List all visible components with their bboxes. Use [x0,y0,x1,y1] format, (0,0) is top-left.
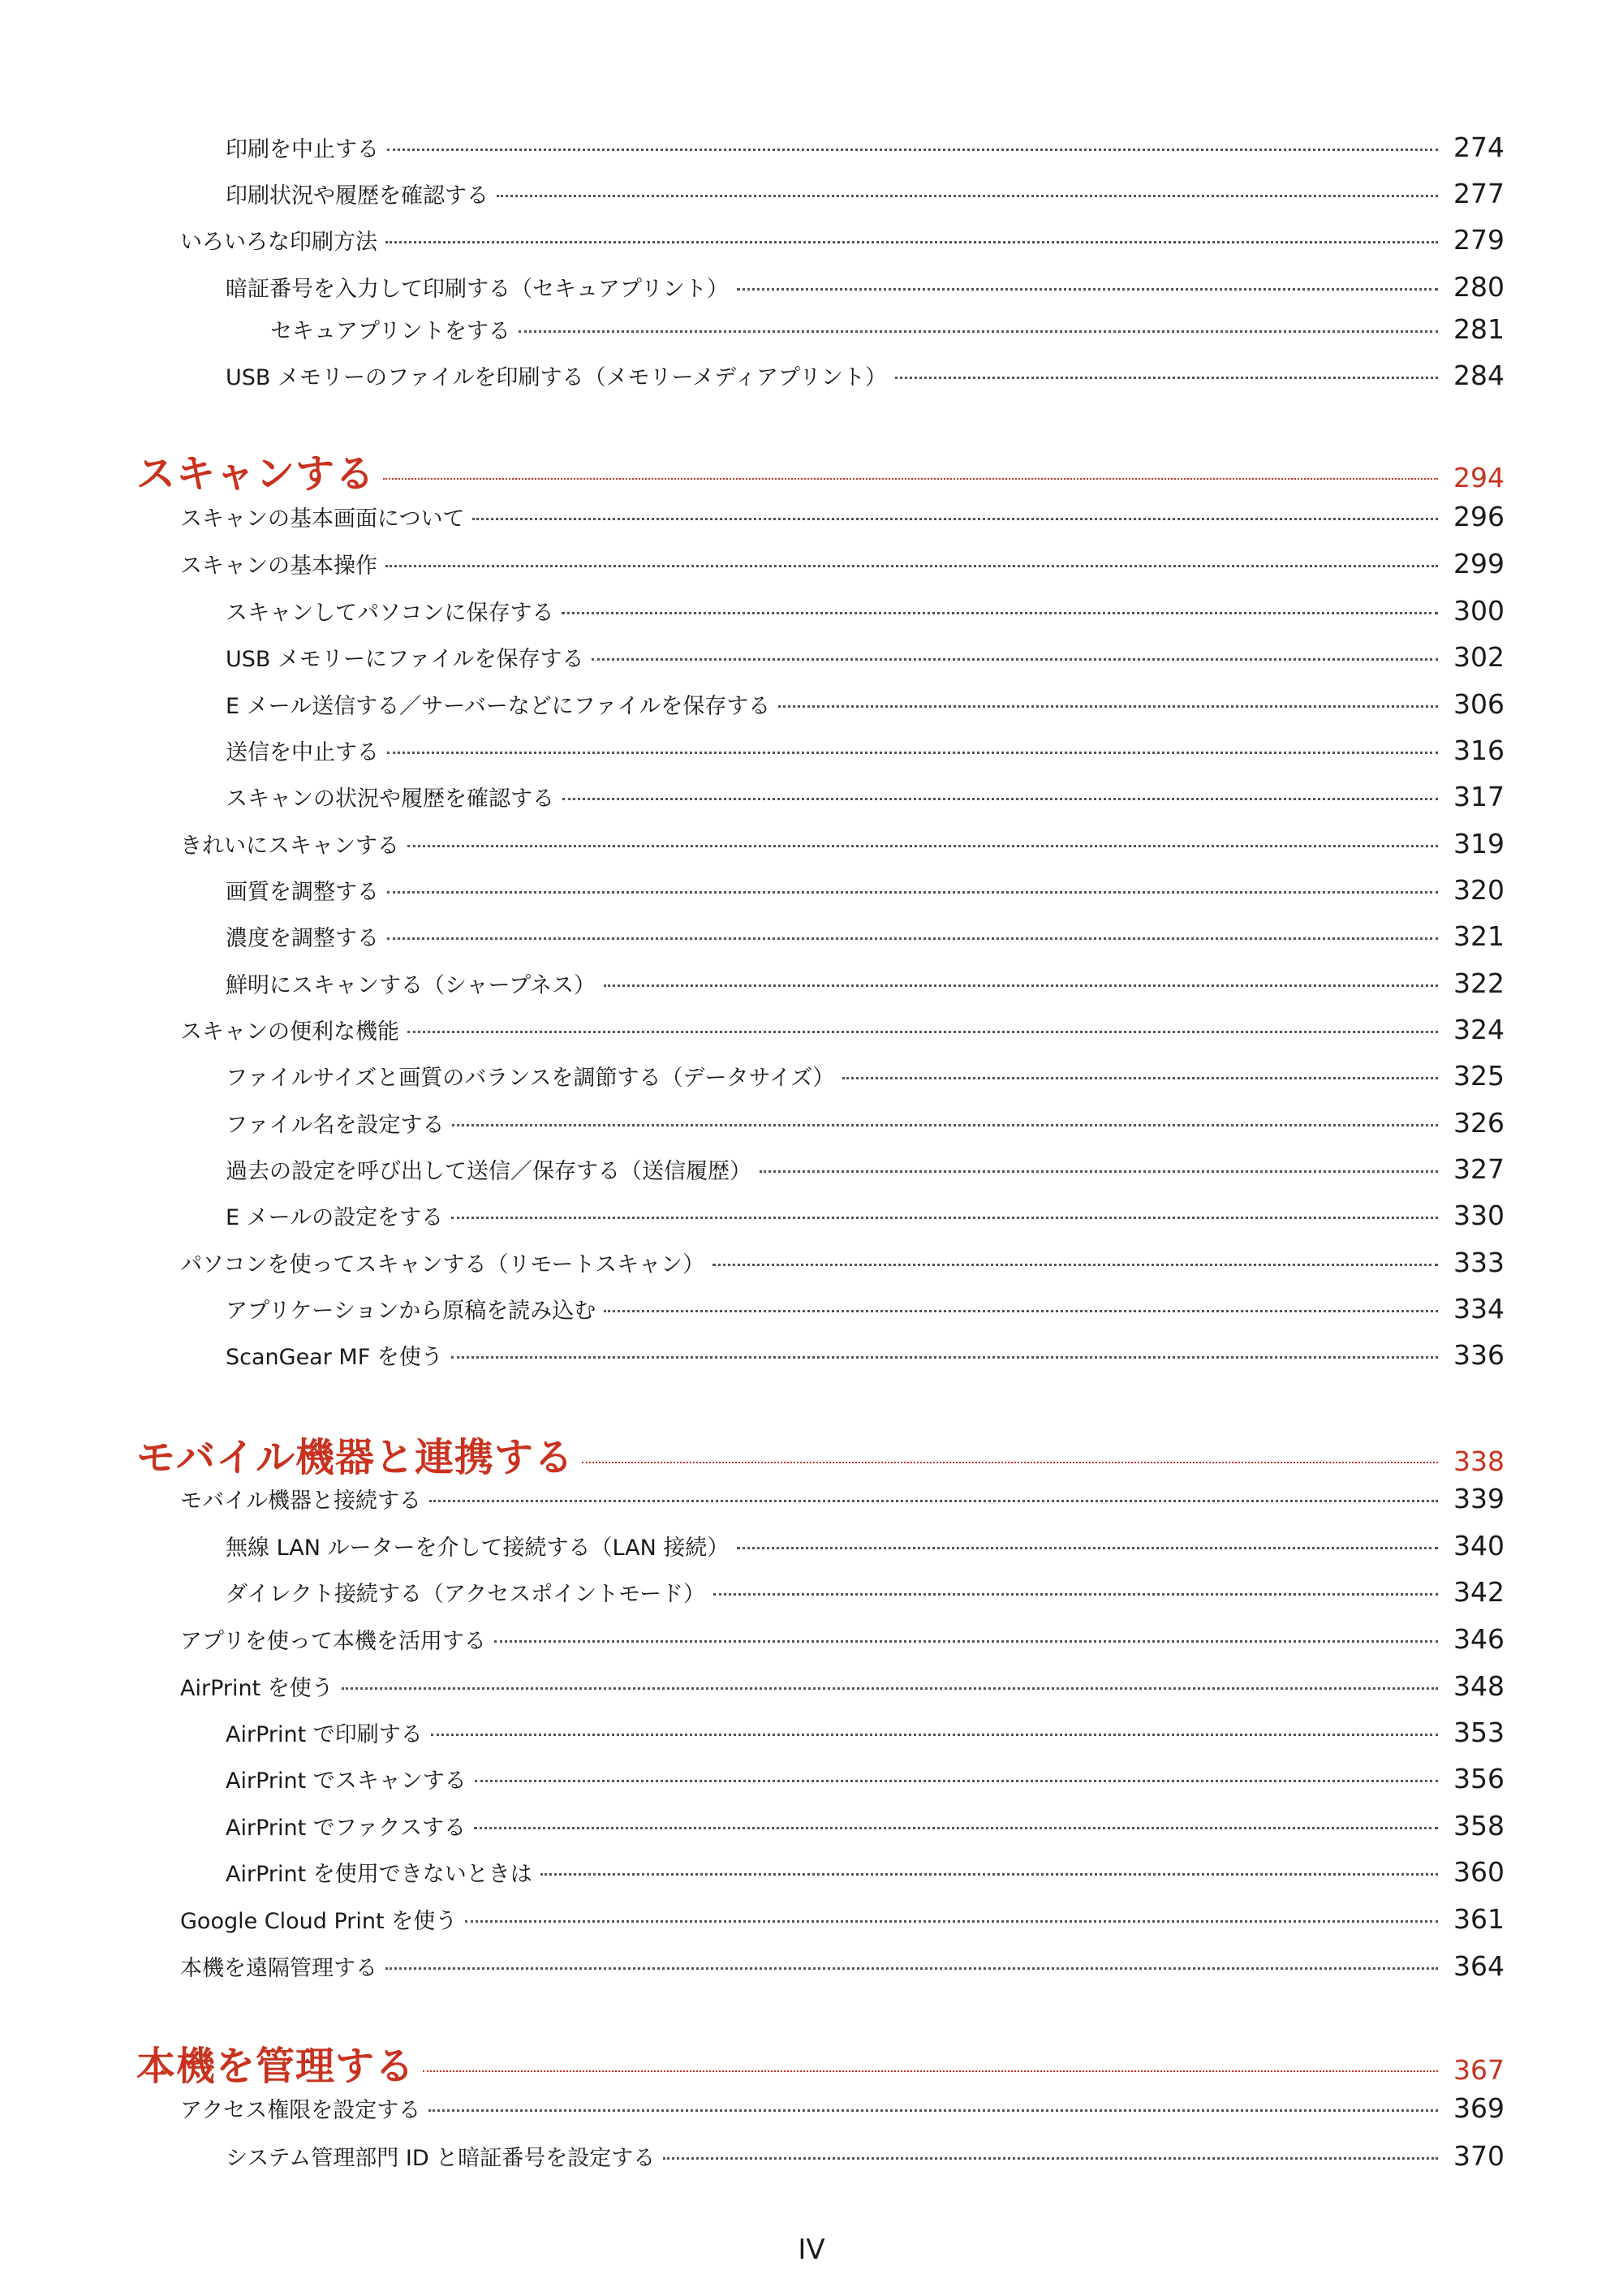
toc-entry[interactable] [0,131,1623,163]
toc-entry-title: USB メモリーのファイルを印刷する（メモリーメディアプリント） [226,365,887,390]
dot-leader [562,798,1438,800]
dot-leader [712,1264,1438,1266]
toc-page-number: 336 [1453,1339,1505,1371]
toc-entry-title: AirPrint を使用できないときは [226,1862,532,1887]
toc-entry-title: スキャンしてパソコンに保存する [226,601,554,626]
toc-entry-title: アプリを使って本機を活用する [180,1629,486,1654]
toc-entry[interactable] [0,1670,1623,1702]
toc-entry-title: アプリケーションから原稿を読み込む [226,1299,596,1324]
toc-page-number: 339 [1453,1483,1505,1514]
toc-entry-title: システム管理部門 ID と暗証番号を設定する [226,2146,656,2171]
toc-entry-title: モバイル機器と接続する [180,1488,421,1514]
toc-entry[interactable] [0,1903,1623,1935]
dot-leader [431,1734,1438,1736]
toc-entry-title: 暗証番号を入力して印刷する（セキュアプリント） [226,277,729,302]
toc-entry-title: 本機を管理する [136,2044,415,2089]
toc-page-number: 360 [1453,1856,1505,1888]
toc-entry-title: AirPrint でファクスする [226,1816,466,1841]
toc-entry-title: 無線 LAN ルーターを介して接続する（LAN 接続） [226,1536,730,1561]
toc-page-number: 361 [1453,1903,1505,1935]
toc-entry[interactable] [0,641,1623,673]
toc-entry-title: 印刷状況や履歴を確認する [226,183,489,209]
toc-entry-title: 送信を中止する [226,740,379,765]
toc-entry-title: 鮮明にスキャンする（シャープネス） [226,973,596,998]
dot-leader [519,330,1438,333]
toc-entry-title: 過去の設定を呼び出して送信／保存する（送信履歴） [226,1159,751,1184]
dot-leader [842,1077,1438,1079]
dot-leader [472,518,1438,520]
toc-entry-title: 本機を遠隔管理する [180,1956,377,1981]
toc-page-number: 284 [1453,360,1505,391]
toc-page-number: 348 [1453,1670,1505,1702]
dot-leader [407,1031,1438,1033]
toc-entry[interactable] [0,1200,1623,1231]
toc-entry-title: ファイルサイズと画質のバランスを調節する（データサイズ） [226,1066,835,1091]
toc-entry-title: Google Cloud Print を使う [180,1909,458,1934]
toc-page-number: 364 [1453,1950,1505,1982]
toc-entry[interactable] [0,688,1623,720]
toc-entry[interactable] [0,360,1623,391]
toc-entry[interactable] [0,1623,1623,1655]
dot-leader [562,612,1438,614]
toc-page-number: 342 [1453,1576,1505,1608]
toc-entry[interactable] [0,595,1623,627]
dot-leader [494,1640,1438,1643]
toc-page-number: 370 [1453,2140,1505,2172]
toc-entry[interactable] [0,2140,1623,2172]
toc-page-number: 324 [1453,1014,1505,1045]
toc-page-number: 306 [1453,688,1505,720]
dot-leader [387,752,1438,754]
toc-page-number: 299 [1453,548,1505,579]
page-number-footer: IV [798,2234,825,2266]
toc-page-number: 330 [1453,1200,1505,1231]
dot-leader [387,149,1438,151]
dot-leader [737,1547,1438,1549]
toc-entry[interactable] [0,1763,1623,1794]
toc-page-number: 281 [1453,313,1505,345]
dot-leader [895,377,1438,379]
toc-entry[interactable] [0,1153,1623,1185]
dot-leader [407,845,1438,847]
toc-entry[interactable] [0,1810,1623,1842]
toc-entry[interactable] [0,1717,1623,1748]
toc-page-number: 322 [1453,967,1505,999]
toc-entry-title: スキャンの状況や履歴を確認する [226,786,554,812]
toc-entry[interactable] [0,1530,1623,1562]
toc-chapter-heading[interactable] [0,442,1623,498]
dot-leader [385,241,1438,243]
toc-page-number: 369 [1453,2092,1505,2124]
toc-page-number: 346 [1453,1623,1505,1655]
toc-entry-title: USB メモリーにファイルを保存する [226,647,584,672]
toc-entry[interactable] [0,1576,1623,1608]
dot-leader [451,1356,1438,1359]
toc-entry[interactable] [0,920,1623,952]
toc-entry-title: スキャンする [136,451,376,497]
dot-leader [475,1780,1438,1782]
toc-page-number: 296 [1453,501,1505,532]
dot-leader [540,1873,1438,1876]
toc-page-number: 294 [1453,462,1505,493]
toc-entry[interactable] [0,874,1623,906]
dot-leader [423,2070,1438,2072]
dot-leader [342,1687,1438,1690]
toc-entry-title: アクセス権限を設定する [180,2098,421,2123]
toc-page-number: 356 [1453,1763,1505,1794]
toc-entry[interactable] [0,1060,1623,1092]
toc-page-number: 353 [1453,1717,1505,1748]
toc-entry[interactable] [0,1014,1623,1045]
toc-page-number: 320 [1453,874,1505,906]
toc-entry[interactable] [0,548,1623,579]
toc-page-number: 325 [1453,1060,1505,1092]
dot-leader [604,984,1438,987]
toc-entry-title: モバイル機器と連携する [136,1435,575,1480]
toc-entry-title: AirPrint を使う [180,1676,334,1701]
dot-leader [497,195,1438,197]
toc-entry[interactable] [0,1293,1623,1325]
dot-leader [383,478,1438,480]
dot-leader [428,2109,1438,2112]
dot-leader [713,1593,1438,1596]
toc-entry[interactable] [0,1950,1623,1982]
toc-page-number: 279 [1453,224,1505,256]
toc-entry-title: AirPrint でスキャンする [226,1768,467,1794]
toc-page-number: 358 [1453,1810,1505,1842]
toc-page-number: 338 [1453,1445,1505,1477]
toc-entry-title: 画質を調整する [226,880,379,905]
toc-entry[interactable] [0,271,1623,303]
toc-chapter-heading[interactable] [0,1426,1623,1482]
toc-page-number: 327 [1453,1153,1505,1185]
toc-entry[interactable] [0,1107,1623,1139]
toc-chapter-heading[interactable] [0,2035,1623,2091]
dot-leader [592,658,1438,661]
toc-page-number: 302 [1453,641,1505,673]
toc-entry-title: セキュアプリントをする [270,319,510,344]
toc-entry-title: ダイレクト接続する（アクセスポイントモード） [226,1582,706,1607]
toc-entry-title: スキャンの基本画面について [180,506,465,532]
dot-leader [465,1920,1438,1923]
toc-entry[interactable] [0,224,1623,256]
toc-entry[interactable] [0,967,1623,999]
toc-page-number: 321 [1453,920,1505,952]
toc-entry[interactable] [0,178,1623,209]
toc-page-number: 333 [1453,1247,1505,1278]
toc-page-number: 277 [1453,178,1505,209]
toc-entry[interactable] [0,501,1623,532]
dot-leader [387,891,1438,894]
toc-entry[interactable] [0,1483,1623,1514]
dot-leader [663,2157,1438,2160]
toc-page-number: 319 [1453,828,1505,859]
dot-leader [737,288,1438,291]
toc-entry-title: スキャンの便利な機能 [180,1019,399,1045]
toc-page-number: 316 [1453,734,1505,766]
toc-entry[interactable] [0,828,1623,859]
dot-leader [387,937,1438,940]
toc-entry-title: パソコンを使ってスキャンする（リモートスキャン） [180,1252,705,1277]
dot-leader [760,1170,1438,1173]
toc-entry[interactable] [0,1247,1623,1278]
toc-page-number: 274 [1453,131,1505,163]
toc-page-number: 326 [1453,1107,1505,1139]
toc-entry[interactable] [0,313,1623,345]
toc-entry-title: いろいろな印刷方法 [180,230,377,255]
toc-entry-title: ファイル名を設定する [226,1113,445,1138]
dot-leader [429,1500,1438,1502]
dot-leader [385,1967,1438,1970]
dot-leader [452,1124,1438,1126]
toc-entry-title: きれいにスキャンする [180,834,399,859]
dot-leader [604,1310,1438,1312]
toc-entry-title: E メールの設定をする [226,1205,444,1230]
dot-leader [385,565,1438,567]
toc-entry-title: スキャンの基本操作 [180,554,377,579]
toc-entry-title: AirPrint で印刷する [226,1722,423,1747]
toc-page-number: 280 [1453,271,1505,303]
toc-page-number: 300 [1453,595,1505,627]
dot-leader [778,705,1438,708]
toc-entry-title: ScanGear MF を使う [226,1345,443,1370]
toc-page-number: 334 [1453,1293,1505,1325]
toc-entry-title: 印刷を中止する [226,137,379,162]
toc-entry[interactable] [0,781,1623,812]
toc-entry-title: E メール送信する／サーバーなどにファイルを保存する [226,694,771,719]
toc-entry[interactable] [0,2092,1623,2124]
toc-page-number: 317 [1453,781,1505,812]
dot-leader [474,1827,1438,1829]
toc-page-number: 367 [1453,2054,1505,2086]
toc-entry[interactable] [0,734,1623,766]
toc-page-number: 340 [1453,1530,1505,1562]
dot-leader [582,1462,1438,1463]
dot-leader [451,1217,1438,1219]
toc-entry-title: 濃度を調整する [226,926,379,951]
toc-entry[interactable] [0,1339,1623,1371]
toc-entry[interactable] [0,1856,1623,1888]
